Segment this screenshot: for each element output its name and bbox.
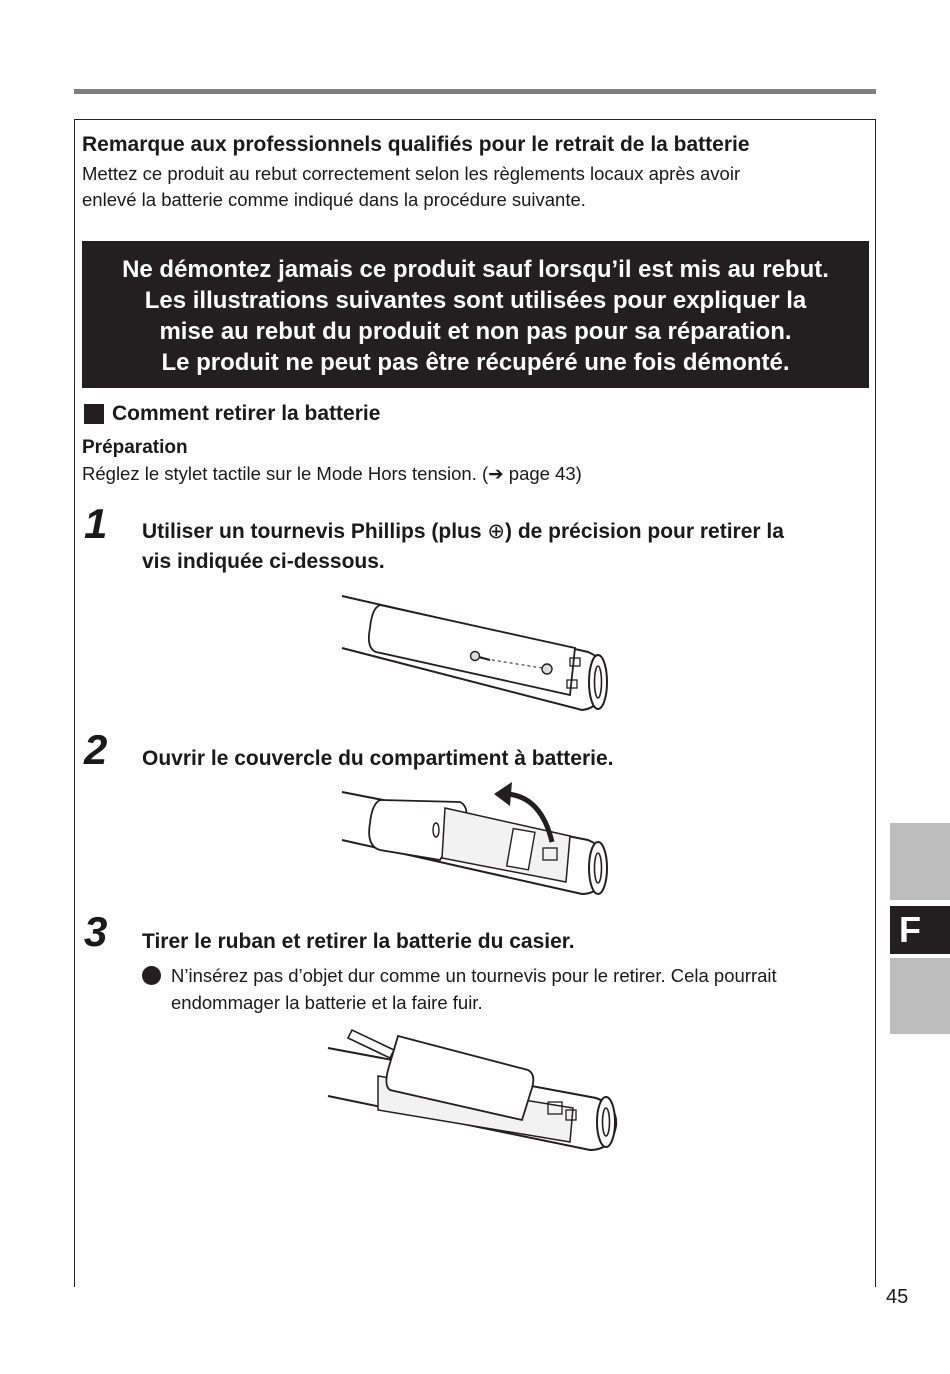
step-1-text-b: ) de précision pour retirer la (505, 520, 784, 543)
warning-box (82, 241, 869, 388)
page-reference: page 43) (503, 463, 582, 484)
step-3-number: 3 (84, 908, 108, 955)
remark-body (82, 161, 862, 213)
preparation-text (82, 463, 582, 485)
step-2-number: 2 (84, 726, 108, 773)
step-1-text-a: Utiliser un tournevis Phillips (plus (142, 520, 488, 543)
side-tab-language: F (890, 906, 950, 954)
bullet-icon (142, 966, 161, 985)
step-3-note (142, 962, 866, 1016)
phillips-plus-icon: ⊕ (487, 520, 505, 543)
step-3-note-text: N’insérez pas d’objet dur comme un tournevis pour le retirer. Cela pourrait endommager la batterie et la faire fuir. (171, 965, 777, 1013)
step-1-text (142, 517, 870, 577)
square-bullet-icon (84, 404, 104, 424)
stylus-screw-illustration (330, 590, 620, 720)
preparation-text-before: Réglez le stylet tactile sur le Mode Hors tension. ( (82, 463, 489, 484)
step-1-number: 1 (84, 500, 108, 547)
step-3-text: Tirer le ruban et retirer la batterie du casier. (142, 930, 575, 953)
warning-line-1: Ne démontez jamais ce produit sauf lorsqu’il est mis au rebut. (122, 256, 829, 283)
arrow-right-icon: ➔ (488, 463, 504, 484)
step-1-text-line-2: vis indiquée ci-dessous. (142, 550, 385, 573)
section-title: Comment retirer la batterie (112, 402, 381, 425)
warning-line-4: Le produit ne peut pas être récupéré une fois démonté. (161, 349, 790, 376)
remark-line-1: Mettez ce produit au rebut correctement selon les règlements locaux après avoir (82, 163, 741, 184)
remark-line-2: enlevé la batterie comme indiqué dans la procédure suivante. (82, 189, 586, 210)
top-rule (74, 89, 876, 94)
page-number: 45 (886, 1286, 909, 1308)
warning-line-2: Les illustrations suivantes sont utilisées pour expliquer la (144, 287, 807, 314)
step-2-text: Ouvrir le couvercle du compartiment à batterie. (142, 747, 614, 770)
warning-line-3: mise au rebut du produit et non pas pour sa réparation. (159, 318, 792, 345)
remove-battery-illustration (318, 1026, 628, 1156)
preparation-label: Préparation (82, 437, 188, 458)
side-tab-upper (890, 823, 950, 900)
side-tab-lower (890, 958, 950, 1034)
section-heading (84, 402, 380, 426)
open-cover-illustration (330, 778, 620, 898)
remark-title: Remarque aux professionnels qualifiés pour le retrait de la batterie (82, 133, 750, 156)
